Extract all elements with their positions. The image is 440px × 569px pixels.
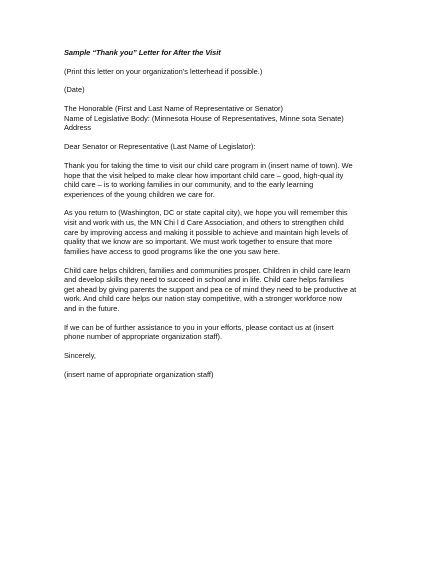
paragraph-line: Thank you for taking the time to visit our child care program in (insert name of town). We [64,160,353,170]
paragraph-line: care by improving access and making it possible to achieve and maintain high levels of [64,227,348,237]
paragraph-line: families have access to good programs like the one you saw here. [64,246,281,256]
paragraph-line: experiences of the young children we care for. [64,189,215,199]
address-line-3: Address [64,123,92,133]
paragraph-line: work. And child care helps our nation stay competitive, with a stronger workforce now [64,294,343,304]
paragraph-assistance [64,323,382,342]
print-note: (Print this letter on your organization’s letterhead if possible.) [64,66,263,76]
title-part-2: “Thank you” [92,48,137,57]
letter-document [64,48,382,389]
letter-title [64,48,382,58]
paragraph-line: child care – is to working families in our community, and to the early learning [64,180,314,190]
date-placeholder: (Date) [64,85,85,95]
paragraph-line: quality that we know are so important. We must work together to ensure that more [64,237,333,247]
paragraph-line: Child care helps children, families and communities prosper. Children in child care learn [64,265,351,275]
paragraph-line: hope that the visit helped to make clear how important child care – good, high-qual ity [64,170,344,180]
paragraph-line: and in the future. [64,304,120,313]
paragraph-line: If we can be of further assistance to you in your efforts, please contact us at (insert [64,322,334,332]
paragraph-line: and develop skills they need to succeed in school and in life. Child care helps families [64,275,344,285]
paragraph-line: get ahead by giving parents the support and pea ce of mind they need to be productive at [64,284,357,294]
paragraph-line: visit and work with us, the MN Chi l d Care Association, and others to strengthen child [64,218,344,228]
paragraph-child-care [64,266,382,314]
address-line-2: Name of Legislative Body: (Minnesota House of Representatives, Minne sota Senate) [64,113,344,123]
title-part-1: Sample [64,48,93,57]
recipient-address [64,104,382,133]
address-line-1: The Honorable (First and Last Name of Representative or Senator) [64,104,283,114]
paragraph-line: As you return to (Washington, DC or state capital city), we hope you will remember this [64,208,348,218]
paragraph-line: phone number of appropriate organization staff). [64,332,223,342]
paragraph-return [64,208,382,256]
title-part-3: Letter for After the Visit [136,48,221,57]
closing: Sincerely, [64,351,96,361]
salutation: Dear Senator or Representative (Last Name of Legislator): [64,142,256,152]
paragraph-thank-you [64,161,382,199]
signature-placeholder: (insert name of appropriate organization staff) [64,369,214,379]
